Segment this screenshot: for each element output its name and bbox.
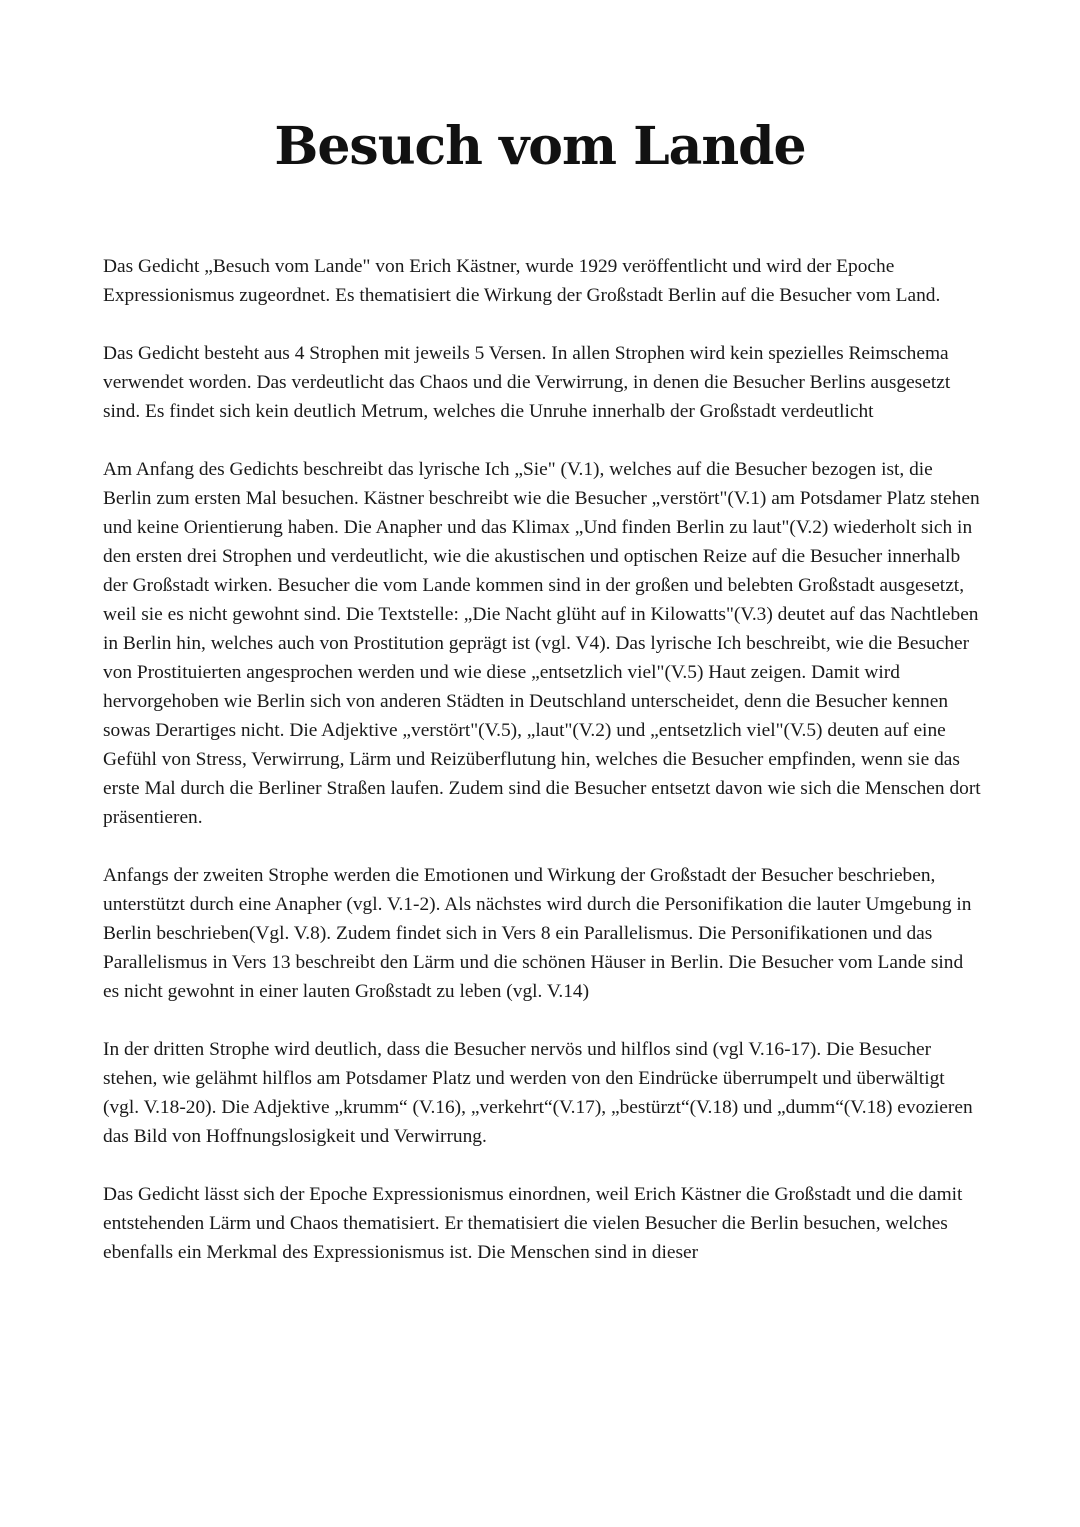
document-title: Besuch vom Lande	[274, 116, 806, 177]
paragraph-second-stanza: Anfangs der zweiten Strophe werden die Emotionen und Wirkung der Großstadt der Besucher beschrieben, unterstützt durch eine Anapher (vgl. V.1-2). Als nächstes wird durch die Personifikation die lauter Umgebung in Berlin beschrieben(Vgl. V.8). Zudem findet sich in Vers 8 ein Parallelismus. Die Personifikationen und das Parallelismus in Vers 13 beschreibt den Lärm und die schönen Häuser in Berlin. Die Besucher vom Lande sind es nicht gewohnt in einer lauten Großstadt zu leben (vgl. V.14)	[103, 865, 972, 1002]
paragraph-introduction: Das Gedicht „Besuch vom Lande" von Erich Kästner, wurde 1929 veröffentlicht und wird der Epoche Expressionismus zugeordnet. Es thematisiert die Wirkung der Großstadt Berlin auf die Besucher vom Land.	[103, 256, 941, 306]
paragraph-epoch: Das Gedicht lässt sich der Epoche Expressionismus einordnen, weil Erich Kästner die Großstadt und die damit entstehenden Lärm und Chaos thematisiert. Er thematisiert die vielen Besucher die Berlin besuchen, welches ebenfalls ein Merkmal des Expressionismus ist. Die Menschen sind in dieser	[103, 1184, 963, 1263]
paragraph-form: Das Gedicht besteht aus 4 Strophen mit jeweils 5 Versen. In allen Strophen wird kein spezielles Reimschema verwendet worden. Das verdeutlicht das Chaos und die Verwirrung, in denen die Besucher Berlins ausgesetzt sind. Es findet sich kein deutlich Metrum, welches die Unruhe innerhalb der Großstadt verdeutlicht	[103, 343, 951, 422]
paragraph-third-stanza: In der dritten Strophe wird deutlich, dass die Besucher nervös und hilflos sind (vgl V.16-17). Die Besucher stehen, wie gelähmt hilflos am Potsdamer Platz und werden von den Eindrücke überrumpelt und überwältigt (vgl. V.18-20). Die Adjektive „krumm“ (V.16), „verkehrt“(V.17), „bestürzt“(V.18) und „dumm“(V.18) evozieren das Bild von Hoffnungslosigkeit und Verwirrung.	[103, 1039, 973, 1147]
document-body	[103, 252, 983, 1296]
paragraph-first-stanza: Am Anfang des Gedichts beschreibt das lyrische Ich „Sie" (V.1), welches auf die Besucher bezogen ist, die Berlin zum ersten Mal besuchen. Kästner beschreibt wie die Besucher „verstört"(V.1) am Potsdamer Platz stehen und keine Orientierung haben. Die Anapher und das Klimax „Und finden Berlin zu laut"(V.2) wiederholt sich in den ersten drei Strophen und verdeutlicht, wie die akustischen und optischen Reize auf die Besucher innerhalb der Großstadt wirken. Besucher die vom Lande kommen sind in der großen und belebten Großstadt ausgesetzt, weil sie es nicht gewohnt sind. Die Textstelle: „Die Nacht glüht auf in Kilowatts"(V.3) deutet auf das Nachtleben in Berlin hin, welches auch von Prostitution geprägt ist (vgl. V4). Das lyrische Ich beschreibt, wie die Besucher von Prostituierten angesprochen werden und wie diese „entsetzlich viel"(V.5) Haut zeigen. Damit wird hervorgehoben wie Berlin sich von anderen Städten in Deutschland unterscheidet, denn die Besucher kennen sowas Derartiges nicht. Die Adjektive „verstört"(V.5), „laut"(V.2) und „entsetzlich viel"(V.5) deuten auf eine Gefühl von Stress, Verwirrung, Lärm und Reizüberflutung hin, welches die Besucher empfinden, wenn sie das erste Mal durch die Berliner Straßen laufen. Zudem sind die Besucher entsetzt davon wie sich die Menschen dort präsentieren.	[103, 459, 981, 828]
